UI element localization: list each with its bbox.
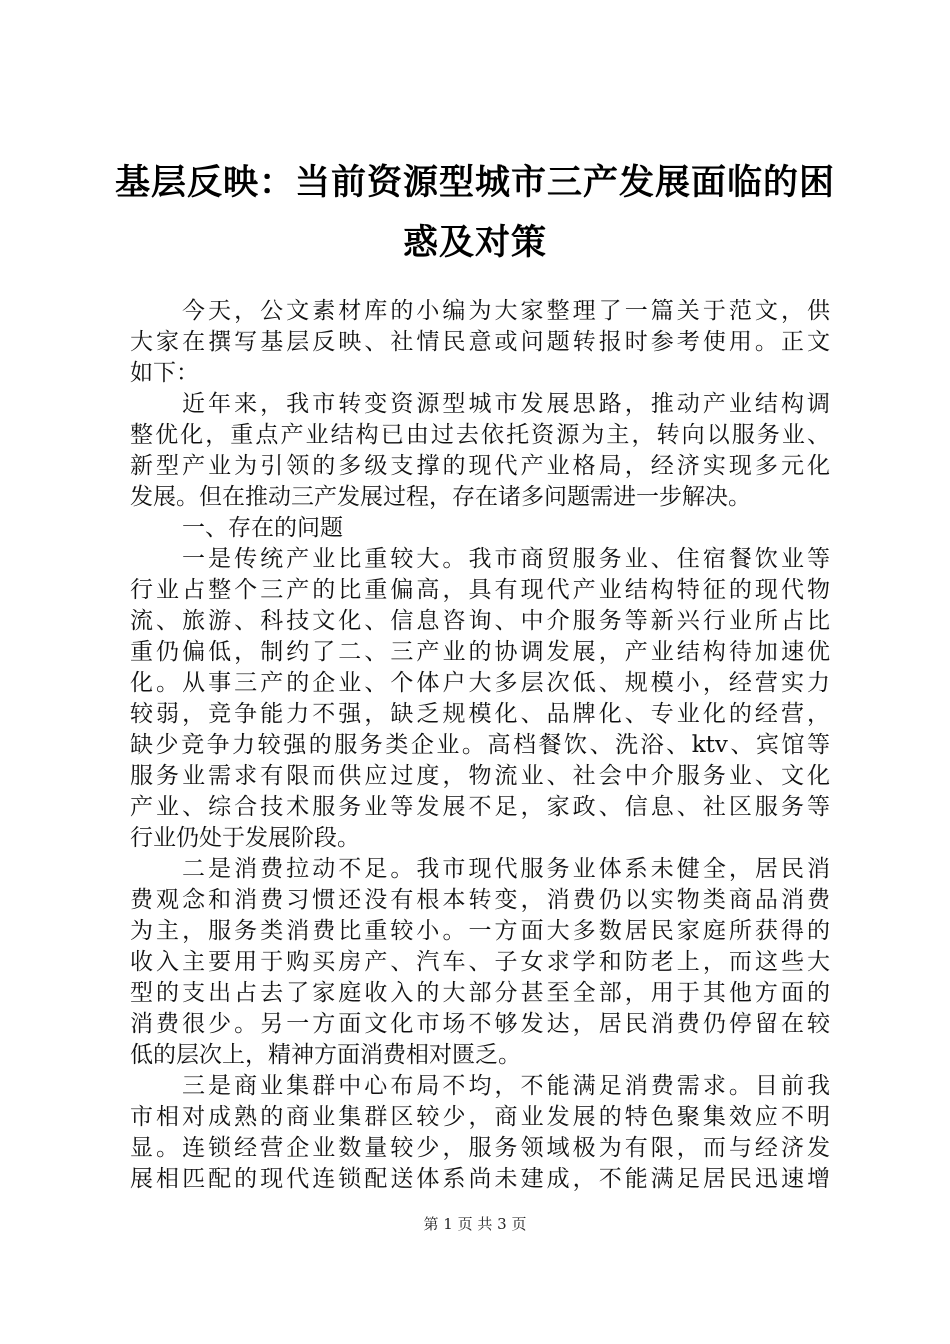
body-line: 收入主要用于购买房产、汽车、子女求学和防老上，而这些大 <box>130 949 830 975</box>
body-line: 较弱，竞争能力不强，缺乏规模化、品牌化、专业化的经营， <box>130 701 830 727</box>
body-line: 一是传统产业比重较大。我市商贸服务业、住宿餐饮业等 <box>182 546 830 572</box>
body-line: 重仍偏低，制约了二、三产业的协调发展，产业结构待加速优 <box>130 639 830 665</box>
document-body <box>130 296 830 1195</box>
page-footer: 第 1 页 共 3 页 <box>423 1215 527 1233</box>
body-line: 发展。但在推动三产发展过程，存在诸多问题需进一步解决。 <box>130 484 751 510</box>
body-line: 市相对成熟的商业集群区较少，商业发展的特色聚集效应不明 <box>130 1104 830 1130</box>
body-line: 行业占整个三产的比重偏高，具有现代产业结构特征的现代物 <box>130 577 830 603</box>
body-line: 近年来，我市转变资源型城市发展思路，推动产业结构调 <box>182 391 830 417</box>
body-line: 今天，公文素材库的小编为大家整理了一篇关于范文，供 <box>182 298 830 324</box>
body-line: 化。从事三产的企业、个体户大多层次低、规模小，经营实力 <box>130 670 830 696</box>
body-line: 缺少竞争力较强的服务类企业。高档餐饮、洗浴、ktv、宾馆等 <box>130 732 830 758</box>
body-line: 服务业需求有限而供应过度，物流业、社会中介服务业、文化 <box>130 763 830 789</box>
body-line: 行业仍处于发展阶段。 <box>130 825 360 851</box>
body-line: 新型产业为引领的多级支撑的现代产业格局，经济实现多元化 <box>130 453 830 479</box>
section-heading: 一、存在的问题 <box>182 515 343 541</box>
body-line: 整优化，重点产业结构已由过去依托资源为主，转向以服务业、 <box>130 422 830 448</box>
body-line: 三是商业集群中心布局不均，不能满足消费需求。目前我 <box>182 1073 830 1099</box>
body-line: 消费很少。另一方面文化市场不够发达，居民消费仍停留在较 <box>130 1011 830 1037</box>
body-line: 大家在撰写基层反映、社情民意或问题转报时参考使用。正文 <box>130 329 830 355</box>
body-line: 型的支出占去了家庭收入的大部分甚至全部，用于其他方面的 <box>130 980 830 1006</box>
body-line: 如下： <box>130 360 199 386</box>
body-line: 展相匹配的现代连锁配送体系尚未建成，不能满足居民迅速增 <box>130 1166 830 1192</box>
body-line: 低的层次上，精神方面消费相对匮乏。 <box>130 1042 521 1068</box>
body-line: 二是消费拉动不足。我市现代服务业体系未健全，居民消 <box>182 856 830 882</box>
body-line: 流、旅游、科技文化、信息咨询、中介服务等新兴行业所占比 <box>130 608 830 634</box>
body-line: 显。连锁经营企业数量较少，服务领域极为有限，而与经济发 <box>130 1135 830 1161</box>
document-title-line-1: 基层反映：当前资源型城市三产发展面临的困 <box>114 163 835 203</box>
body-line: 为主，服务类消费比重较小。一方面大多数居民家庭所获得的 <box>130 918 830 944</box>
body-line: 费观念和消费习惯还没有根本转变，消费仍以实物类商品消费 <box>130 887 830 913</box>
document-title-line-2: 惑及对策 <box>402 223 547 263</box>
body-line: 产业、综合技术服务业等发展不足，家政、信息、社区服务等 <box>130 794 830 820</box>
